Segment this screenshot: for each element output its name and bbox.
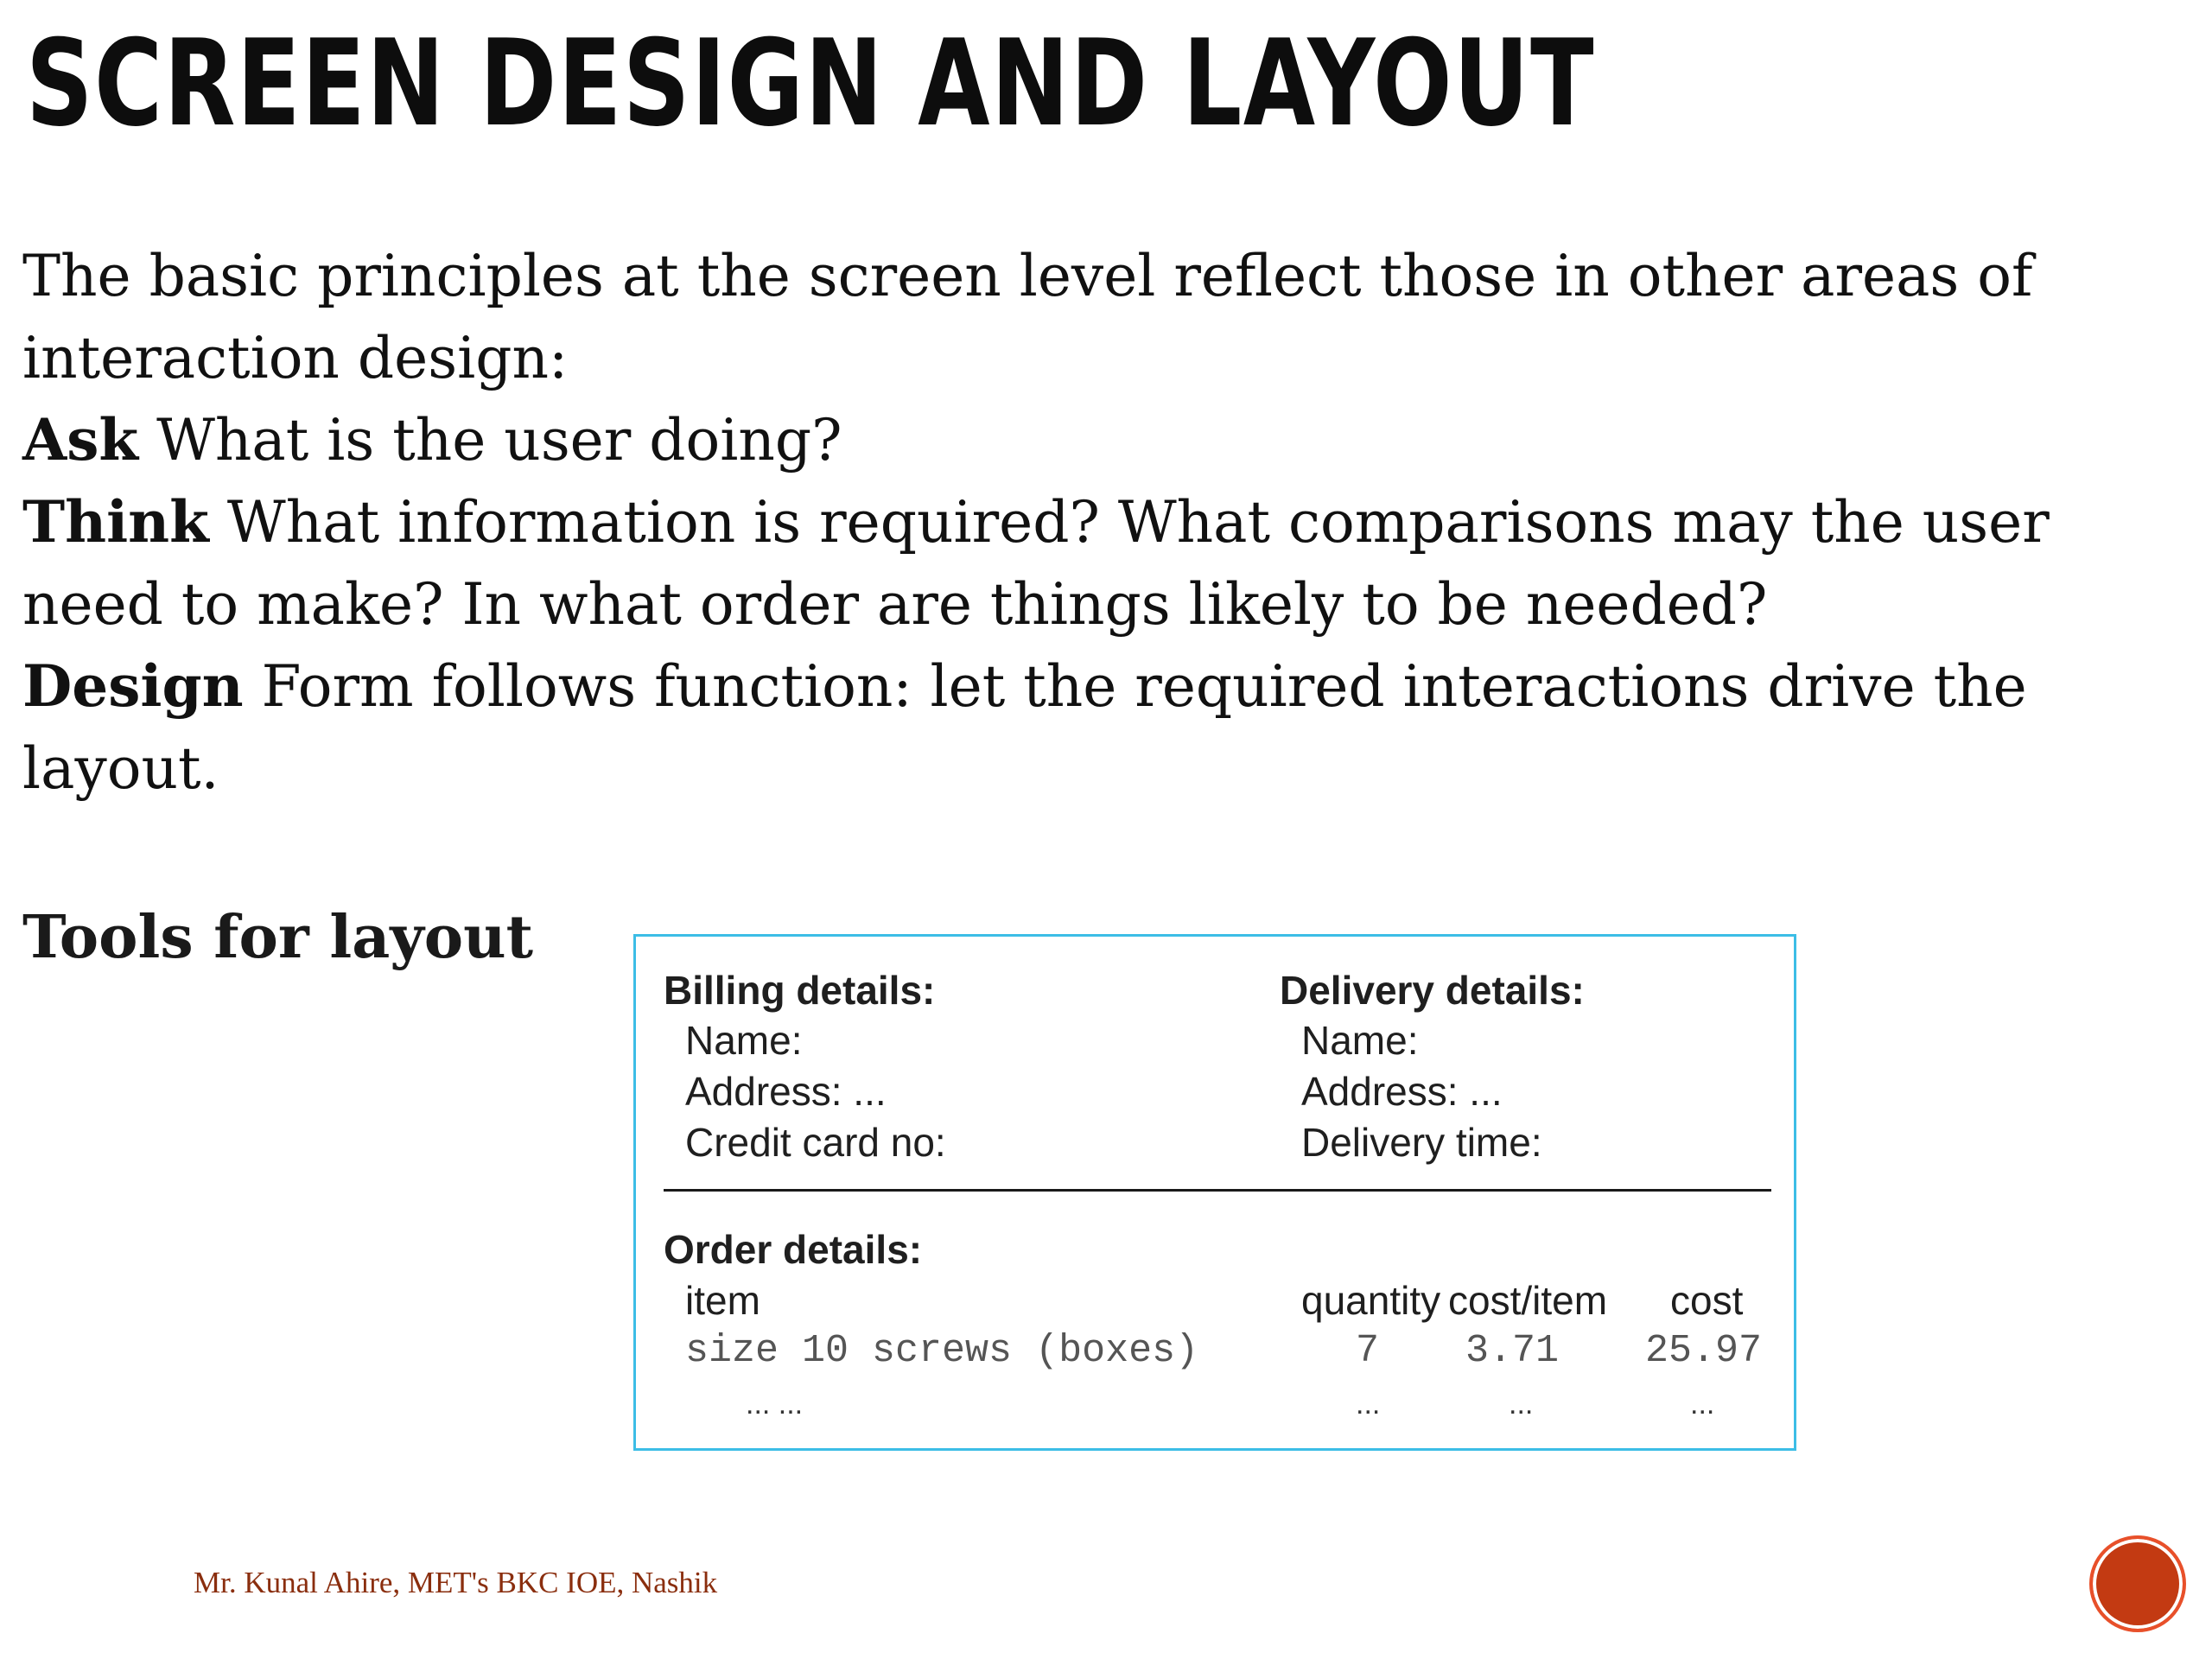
principle-term: Design <box>22 652 244 720</box>
order-ellipsis: ... <box>1690 1388 1715 1421</box>
principle-ask <box>22 399 2131 481</box>
tools-heading: Tools for layout <box>22 903 534 972</box>
billing-field: Address: ... <box>685 1069 887 1114</box>
column-header-cost-per-item: cost/item <box>1448 1278 1608 1323</box>
order-ellipsis: ... <box>1356 1388 1381 1421</box>
order-ellipsis: ... <box>1509 1388 1534 1421</box>
principle-term: Think <box>22 488 209 556</box>
principle-term: Ask <box>22 406 139 474</box>
footer-credit: Mr. Kunal Ahire, MET's BKC IOE, Nashik <box>194 1566 718 1599</box>
delivery-heading: Delivery details: <box>1280 968 1585 1013</box>
billing-heading: Billing details: <box>664 968 936 1013</box>
delivery-field: Delivery time: <box>1301 1120 1542 1165</box>
slide-body <box>22 235 2131 810</box>
form-layout-example <box>633 934 1796 1451</box>
principle-design <box>22 645 2131 810</box>
form-divider <box>664 1189 1771 1192</box>
slide-title: SCREEN DESIGN AND LAYOUT <box>26 14 1596 153</box>
column-header-quantity: quantity <box>1301 1278 1441 1323</box>
principle-text: Form follows function: let the required interactions drive the layout. <box>22 653 2027 802</box>
order-cost-per-item-cell: 3.71 <box>1465 1329 1560 1373</box>
slide-nav-button[interactable] <box>2089 1535 2186 1632</box>
order-item-cell: size 10 screws (boxes) <box>685 1329 1199 1373</box>
billing-field: Credit card no: <box>685 1120 946 1165</box>
column-header-cost: cost <box>1670 1278 1744 1323</box>
billing-field: Name: <box>685 1018 803 1063</box>
order-ellipsis: ... ... <box>746 1388 804 1421</box>
order-heading: Order details: <box>664 1227 923 1272</box>
order-quantity-cell: 7 <box>1356 1329 1380 1373</box>
column-header-item: item <box>685 1278 760 1323</box>
intro-text: The basic principles at the screen level reflect those in other areas of interaction design: <box>22 243 2033 391</box>
principle-think <box>22 481 2131 645</box>
delivery-field: Name: <box>1301 1018 1419 1063</box>
delivery-field: Address: ... <box>1301 1069 1503 1114</box>
order-cost-cell: 25.97 <box>1645 1329 1763 1373</box>
principle-text: What is the user doing? <box>138 407 842 474</box>
principle-text: What information is required? What comparisons may the user need to make? In what order are things likely to be needed? <box>22 489 2050 638</box>
